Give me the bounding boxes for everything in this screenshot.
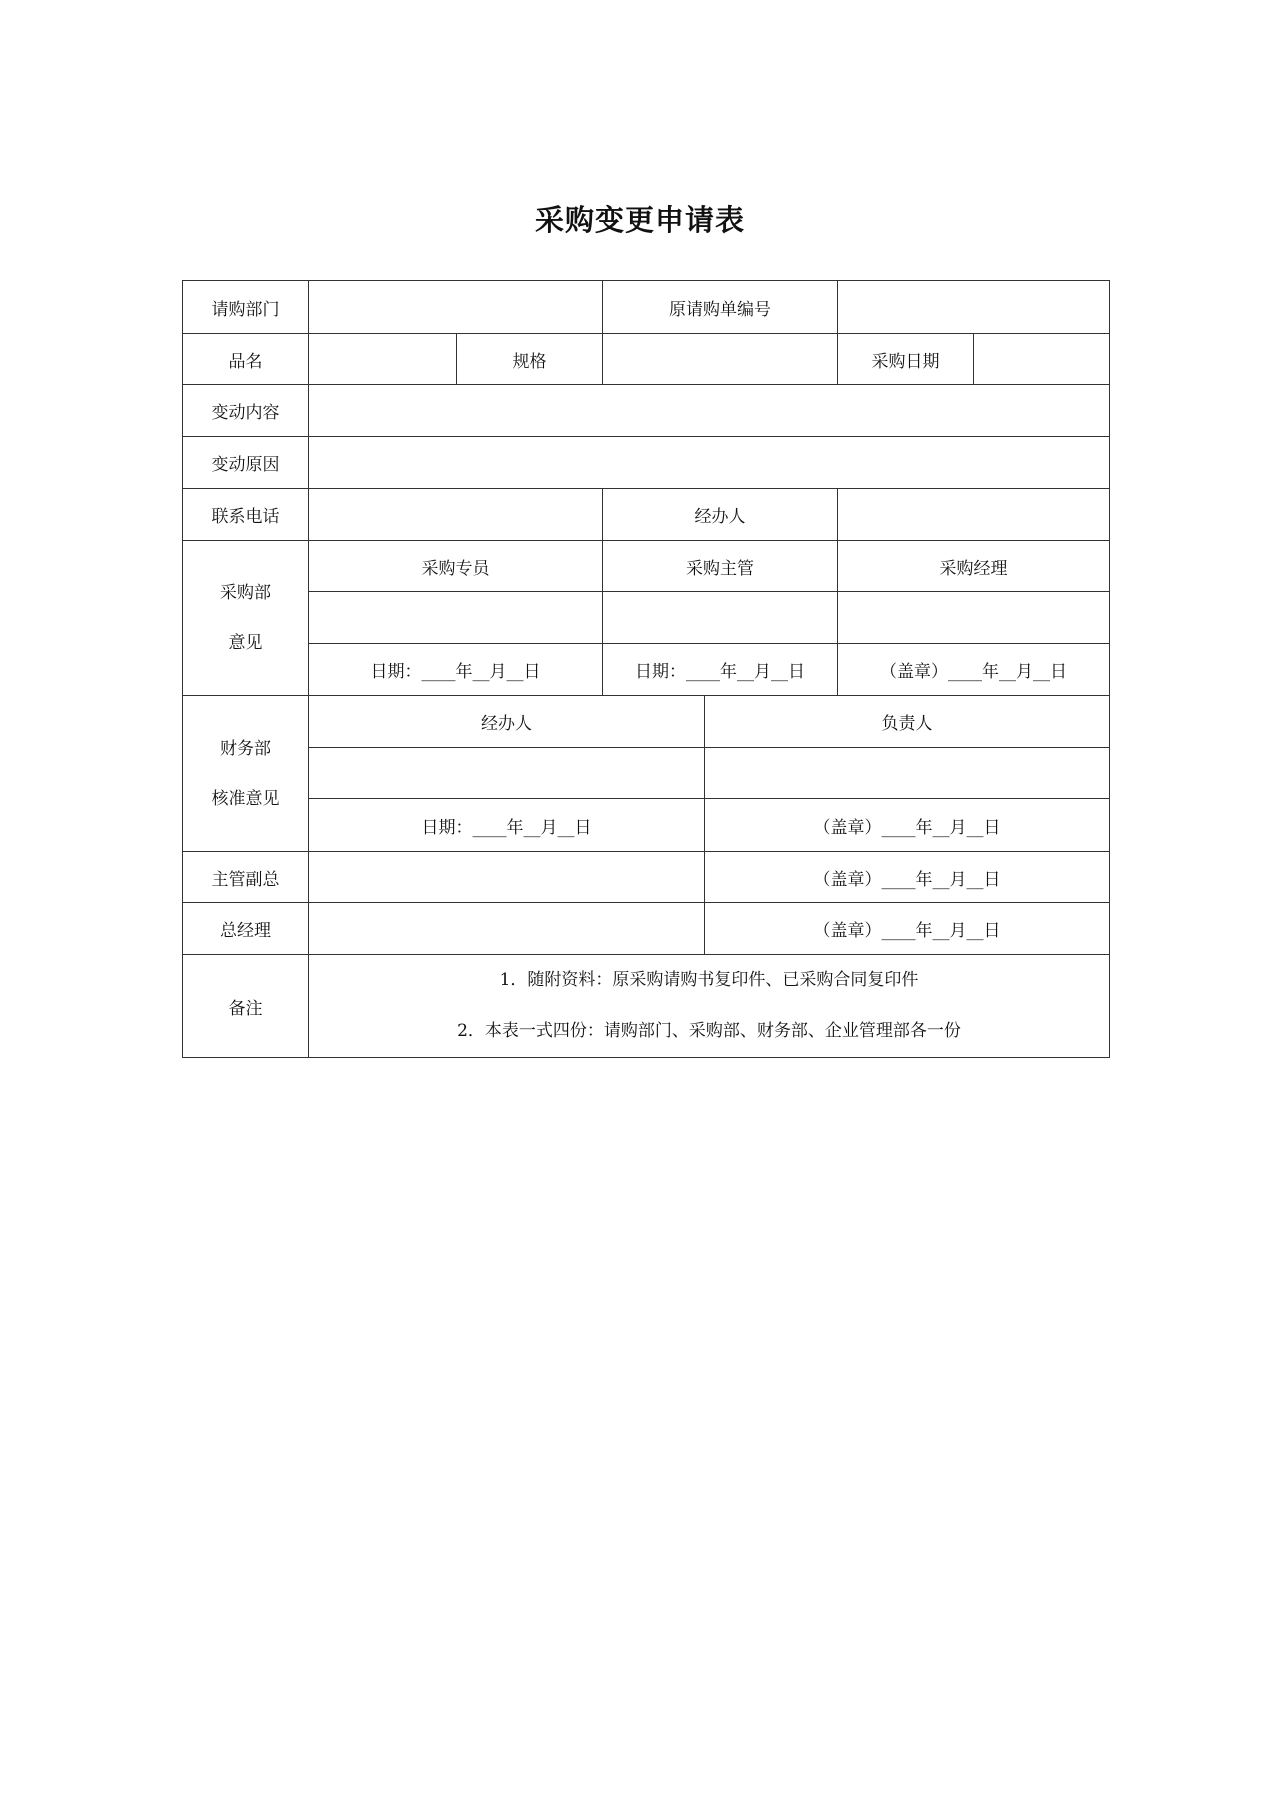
label-orig-no: 原请购单编号 bbox=[603, 281, 838, 334]
label-content: 变动内容 bbox=[183, 385, 309, 437]
label-name: 品名 bbox=[183, 334, 309, 385]
supervisor-date[interactable]: 日期：____年__月__日 bbox=[603, 644, 838, 696]
field-phone[interactable] bbox=[309, 489, 603, 541]
label-manager: 采购经理 bbox=[838, 541, 1110, 592]
label-finance-opinion bbox=[183, 696, 309, 852]
gm-seal-date[interactable]: （盖章）____年__月__日 bbox=[705, 903, 1110, 955]
label-purchase-opinion bbox=[183, 541, 309, 696]
label-vp: 主管副总 bbox=[183, 852, 309, 903]
label-responsible: 负责人 bbox=[705, 696, 1110, 748]
label-handler: 经办人 bbox=[603, 489, 838, 541]
field-spec[interactable] bbox=[603, 334, 838, 385]
change-request-form bbox=[182, 280, 1110, 1058]
label-reason: 变动原因 bbox=[183, 437, 309, 489]
label-date: 采购日期 bbox=[838, 334, 974, 385]
label-remarks: 备注 bbox=[183, 955, 309, 1058]
label-spec: 规格 bbox=[457, 334, 603, 385]
label-line: 核准意见 bbox=[211, 788, 280, 809]
field-specialist-opinion[interactable] bbox=[309, 592, 603, 644]
label-supervisor: 采购主管 bbox=[603, 541, 838, 592]
label-fin-handler: 经办人 bbox=[309, 696, 705, 748]
note-item: 2．本表一式四份：请购部门、采购部、财务部、企业管理部各一份 bbox=[457, 1021, 961, 1041]
field-dept[interactable] bbox=[309, 281, 603, 334]
field-handler[interactable] bbox=[838, 489, 1110, 541]
manager-seal-date[interactable]: （盖章）____年__月__日 bbox=[838, 644, 1110, 696]
note-item: 1．随附资料：原采购请购书复印件、已采购合同复印件 bbox=[499, 970, 919, 990]
page-title: 采购变更申请表 bbox=[534, 203, 745, 237]
field-vp[interactable] bbox=[309, 852, 705, 903]
responsible-seal-date[interactable]: （盖章）____年__月__日 bbox=[705, 799, 1110, 852]
field-content[interactable] bbox=[309, 385, 1110, 437]
field-gm[interactable] bbox=[309, 903, 705, 955]
label-phone: 联系电话 bbox=[183, 489, 309, 541]
field-supervisor-opinion[interactable] bbox=[603, 592, 838, 644]
label-line: 财务部 bbox=[220, 738, 271, 759]
field-name[interactable] bbox=[309, 334, 457, 385]
fin-handler-date[interactable]: 日期：____年__月__日 bbox=[309, 799, 705, 852]
label-line: 意见 bbox=[228, 633, 263, 653]
field-orig-no[interactable] bbox=[838, 281, 1110, 334]
field-fin-handler[interactable] bbox=[309, 748, 705, 799]
label-dept: 请购部门 bbox=[183, 281, 309, 334]
field-date[interactable] bbox=[974, 334, 1110, 385]
field-manager-opinion[interactable] bbox=[838, 592, 1110, 644]
label-gm: 总经理 bbox=[183, 903, 309, 955]
label-line: 采购部 bbox=[220, 583, 271, 603]
vp-seal-date[interactable]: （盖章）____年__月__日 bbox=[705, 852, 1110, 903]
remarks-notes bbox=[309, 955, 1110, 1058]
field-responsible[interactable] bbox=[705, 748, 1110, 799]
field-reason[interactable] bbox=[309, 437, 1110, 489]
specialist-date[interactable]: 日期：____年__月__日 bbox=[309, 644, 603, 696]
label-specialist: 采购专员 bbox=[309, 541, 603, 592]
